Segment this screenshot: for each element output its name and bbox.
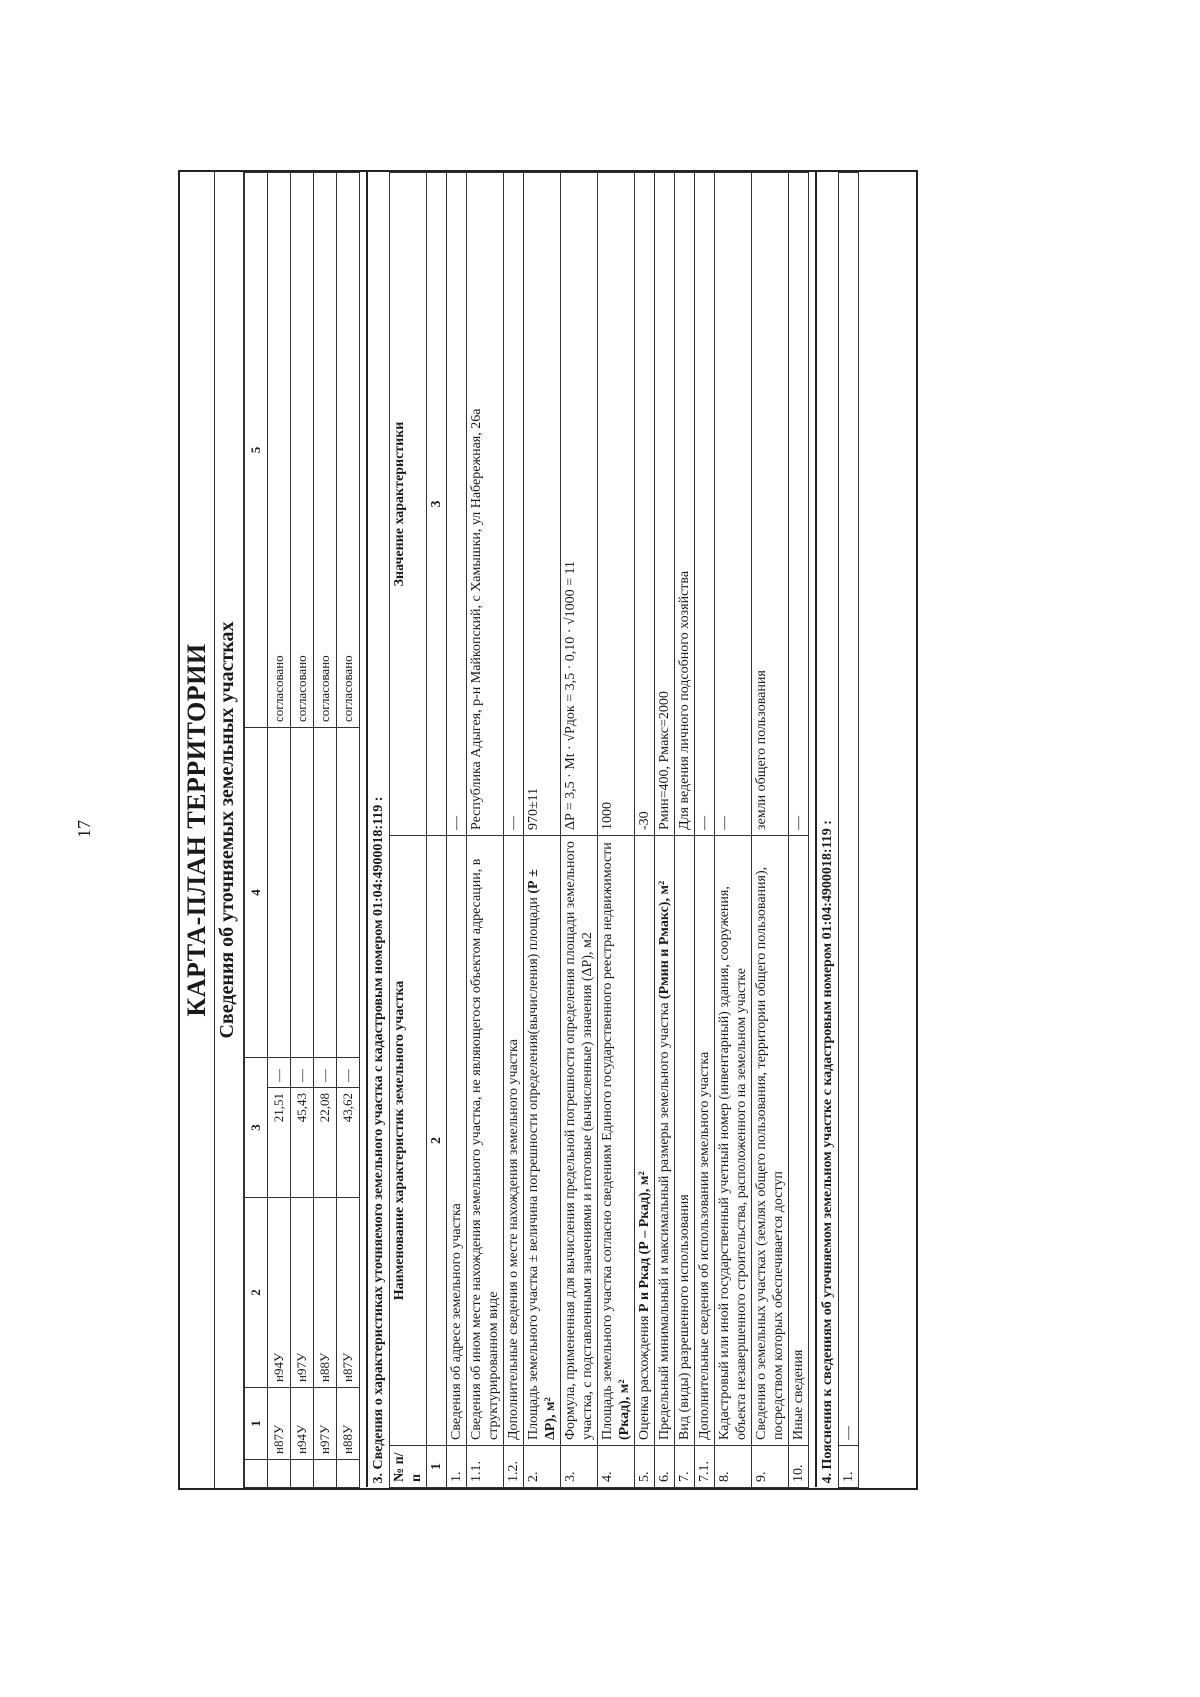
name-text: Предельный минимальный и максимальный размеры земельного участка (657, 999, 672, 1440)
boundary-table (244, 172, 360, 1488)
col-number: 3 (427, 173, 447, 836)
row-number: 4. (598, 1446, 635, 1488)
characteristic-value: 1000 (598, 173, 635, 836)
characteristic-value: земли общего пользования (752, 173, 789, 836)
col-name-header: Наименование характеристик земельного участка (390, 836, 427, 1446)
name-unit-text: , м² (657, 880, 672, 902)
row-number: 7.1. (695, 1446, 715, 1488)
characteristic-name (752, 836, 789, 1446)
characteristic-name (598, 836, 635, 1446)
table-row (467, 173, 504, 1488)
table-row (715, 173, 752, 1488)
characteristic-value: — (715, 173, 752, 836)
table-row (268, 173, 291, 1488)
name-unit-text: , м² (543, 1397, 558, 1418)
distance-value: 45,43 (291, 1088, 314, 1198)
characteristic-name (561, 836, 598, 1446)
characteristic-name (447, 836, 467, 1446)
distance-value: 21,51 (268, 1088, 291, 1198)
name-text: Дополнительные сведения о месте нахождения земельного участка (506, 1039, 521, 1440)
blank-cell (268, 1460, 291, 1488)
characteristic-value: -30 (635, 173, 655, 836)
point-to: н97У (291, 1198, 314, 1388)
agreement-status: согласовано (337, 173, 360, 728)
characteristic-name (504, 836, 524, 1446)
distance-value: 22,08 (314, 1088, 337, 1198)
characteristic-value: — (789, 173, 809, 836)
characteristic-name (789, 836, 809, 1446)
col-number: 1 (427, 1446, 447, 1488)
blank-cell (245, 1460, 268, 1488)
agreement-status: согласовано (314, 173, 337, 728)
blank-cell (337, 1460, 360, 1488)
empty-cell (268, 728, 291, 1058)
empty-cell (314, 728, 337, 1058)
characteristic-value: 970±11 (524, 173, 561, 836)
characteristic-value: Для ведения личного подсобного хозяйства (675, 173, 695, 836)
row-number: 7. (675, 1446, 695, 1488)
characteristic-name (655, 836, 675, 1446)
blank-cell (291, 1460, 314, 1488)
characteristic-name (675, 836, 695, 1446)
col-value-header: Значение характеристики (390, 173, 427, 836)
name-text: Сведения об ином месте нахождения земельного участка, не являющегося объектом адресации, в структурированном виде (469, 858, 501, 1440)
table-row (655, 173, 675, 1488)
characteristic-name (635, 836, 655, 1446)
point-to: н88У (314, 1198, 337, 1388)
table-row (635, 173, 655, 1488)
table-row (695, 173, 715, 1488)
characteristic-value: — (504, 173, 524, 836)
table-row (337, 173, 360, 1488)
point-to: н94У (268, 1198, 291, 1388)
point-from: н97У (314, 1388, 337, 1460)
section4-table (815, 172, 859, 1488)
name-unit-text: , м² (617, 1379, 632, 1401)
name-unit-text: , м² (637, 1171, 652, 1193)
table-row (752, 173, 789, 1488)
point-to: н87У (337, 1198, 360, 1388)
dash-cell: — (291, 1058, 314, 1088)
col-number: 2 (427, 836, 447, 1446)
name-bold-text: (Р ± ΔР) (526, 869, 558, 1440)
row-number: 8. (715, 1446, 752, 1488)
row-number: 3. (561, 1446, 598, 1488)
row-number: 5. (635, 1446, 655, 1488)
table-row (314, 173, 337, 1488)
column-number-header: 2 (245, 1198, 268, 1388)
name-bold-text: (Ркад) (617, 1400, 632, 1440)
characteristic-name (715, 836, 752, 1446)
table-row (839, 173, 859, 1488)
table-row (675, 173, 695, 1488)
table-row (291, 173, 314, 1488)
table-row (789, 173, 809, 1488)
table-row (561, 173, 598, 1488)
row-number: 6. (655, 1446, 675, 1488)
document-sheet (178, 170, 918, 1490)
row-number: 10. (789, 1446, 809, 1488)
header-table (180, 172, 244, 1488)
name-text: Площадь земельного участка согласно сведениям Единого государственного реестра недвижимости (600, 842, 615, 1440)
table-row (598, 173, 635, 1488)
section3-table (366, 172, 809, 1488)
row-number: 1.2. (504, 1446, 524, 1488)
name-text: Оценка расхождения (637, 1312, 652, 1440)
section-subtitle: Сведения об уточняемых земельных участках (215, 172, 244, 1488)
point-from: н88У (337, 1388, 360, 1460)
empty-cell (291, 728, 314, 1058)
name-text: Кадастровый или иной государственный учетный номер (инвентарный) здания, сооружения, объекта незавершенного строительства, расположенного на земельном участке (717, 886, 749, 1440)
col-no-header: № п/п (390, 1446, 427, 1488)
empty-cell (337, 728, 360, 1058)
row-number: 1. (447, 1446, 467, 1488)
characteristic-value: — (695, 173, 715, 836)
row-number: 1.1. (467, 1446, 504, 1488)
dash-cell: — (337, 1058, 360, 1088)
name-text: Дополнительные сведения об использовании земельного участка (697, 1051, 712, 1440)
row-number: 1. (839, 1446, 859, 1488)
point-from: н94У (291, 1388, 314, 1460)
page-number: 17 (74, 820, 94, 838)
characteristic-value: ΔP = 3,5 · Mt · √Pдок = 3,5 · 0,10 · √1000 = 11 (561, 173, 598, 836)
column-number-header: 4 (245, 728, 268, 1058)
characteristic-name (524, 836, 561, 1446)
dash-cell: — (314, 1058, 337, 1088)
characteristic-name (695, 836, 715, 1446)
column-number-header: 5 (245, 173, 268, 728)
name-bold-text: (Рмин и Рмакс) (657, 901, 672, 1000)
characteristic-value: Республика Адыгея, р-н Майкопский, с Хамышки, ул Набережная, 26а (467, 173, 504, 836)
name-bold-text: Р и Ркад (Р – Ркад) (637, 1192, 652, 1313)
name-text: Площадь земельного участка ± величина погрешности определения(вычисления) площади (526, 893, 541, 1440)
name-text: Формула, примененная для вычисления предельной погрешности определения площади земельного участка, с подставленными значениями и итоговые (вычисленные) значения (ΔР), м2 (563, 841, 595, 1440)
characteristic-value: — (447, 173, 467, 836)
row-number: 2. (524, 1446, 561, 1488)
agreement-status: согласовано (291, 173, 314, 728)
characteristic-name (467, 836, 504, 1446)
column-number-header: 1 (245, 1388, 268, 1460)
row-number: 9. (752, 1446, 789, 1488)
dash-cell: — (268, 1058, 291, 1088)
blank-cell (314, 1460, 337, 1488)
table-row (447, 173, 467, 1488)
table-row (504, 173, 524, 1488)
table-row (524, 173, 561, 1488)
distance-value: 43,62 (337, 1088, 360, 1198)
section4-title: 4. Пояснения к сведениям об уточняемом земельном участке с кадастровым номером 01:04:4900018:119 : (816, 173, 839, 1488)
section3-title: 3. Сведения о характеристиках уточняемого земельного участка с кадастровым номером 01:04:4900018:119 : (367, 173, 390, 1488)
explanation-value: — (839, 173, 859, 1446)
name-text: Сведения о земельных участках (землях общего пользования, территории общего пользования), посредством которых обеспечивается доступ (754, 866, 786, 1440)
name-text: Иные сведения (791, 1349, 806, 1440)
agreement-status: согласовано (268, 173, 291, 728)
name-text: Сведения об адресе земельного участка (449, 1203, 464, 1440)
point-from: н87У (268, 1388, 291, 1460)
characteristic-value: Рмин=400, Рмакс=2000 (655, 173, 675, 836)
name-text: Вид (виды) разрешенного использования (677, 1194, 692, 1440)
column-number-header: 3 (245, 1058, 268, 1198)
document-title: КАРТА-ПЛАН ТЕРРИТОРИИ (180, 172, 215, 1488)
